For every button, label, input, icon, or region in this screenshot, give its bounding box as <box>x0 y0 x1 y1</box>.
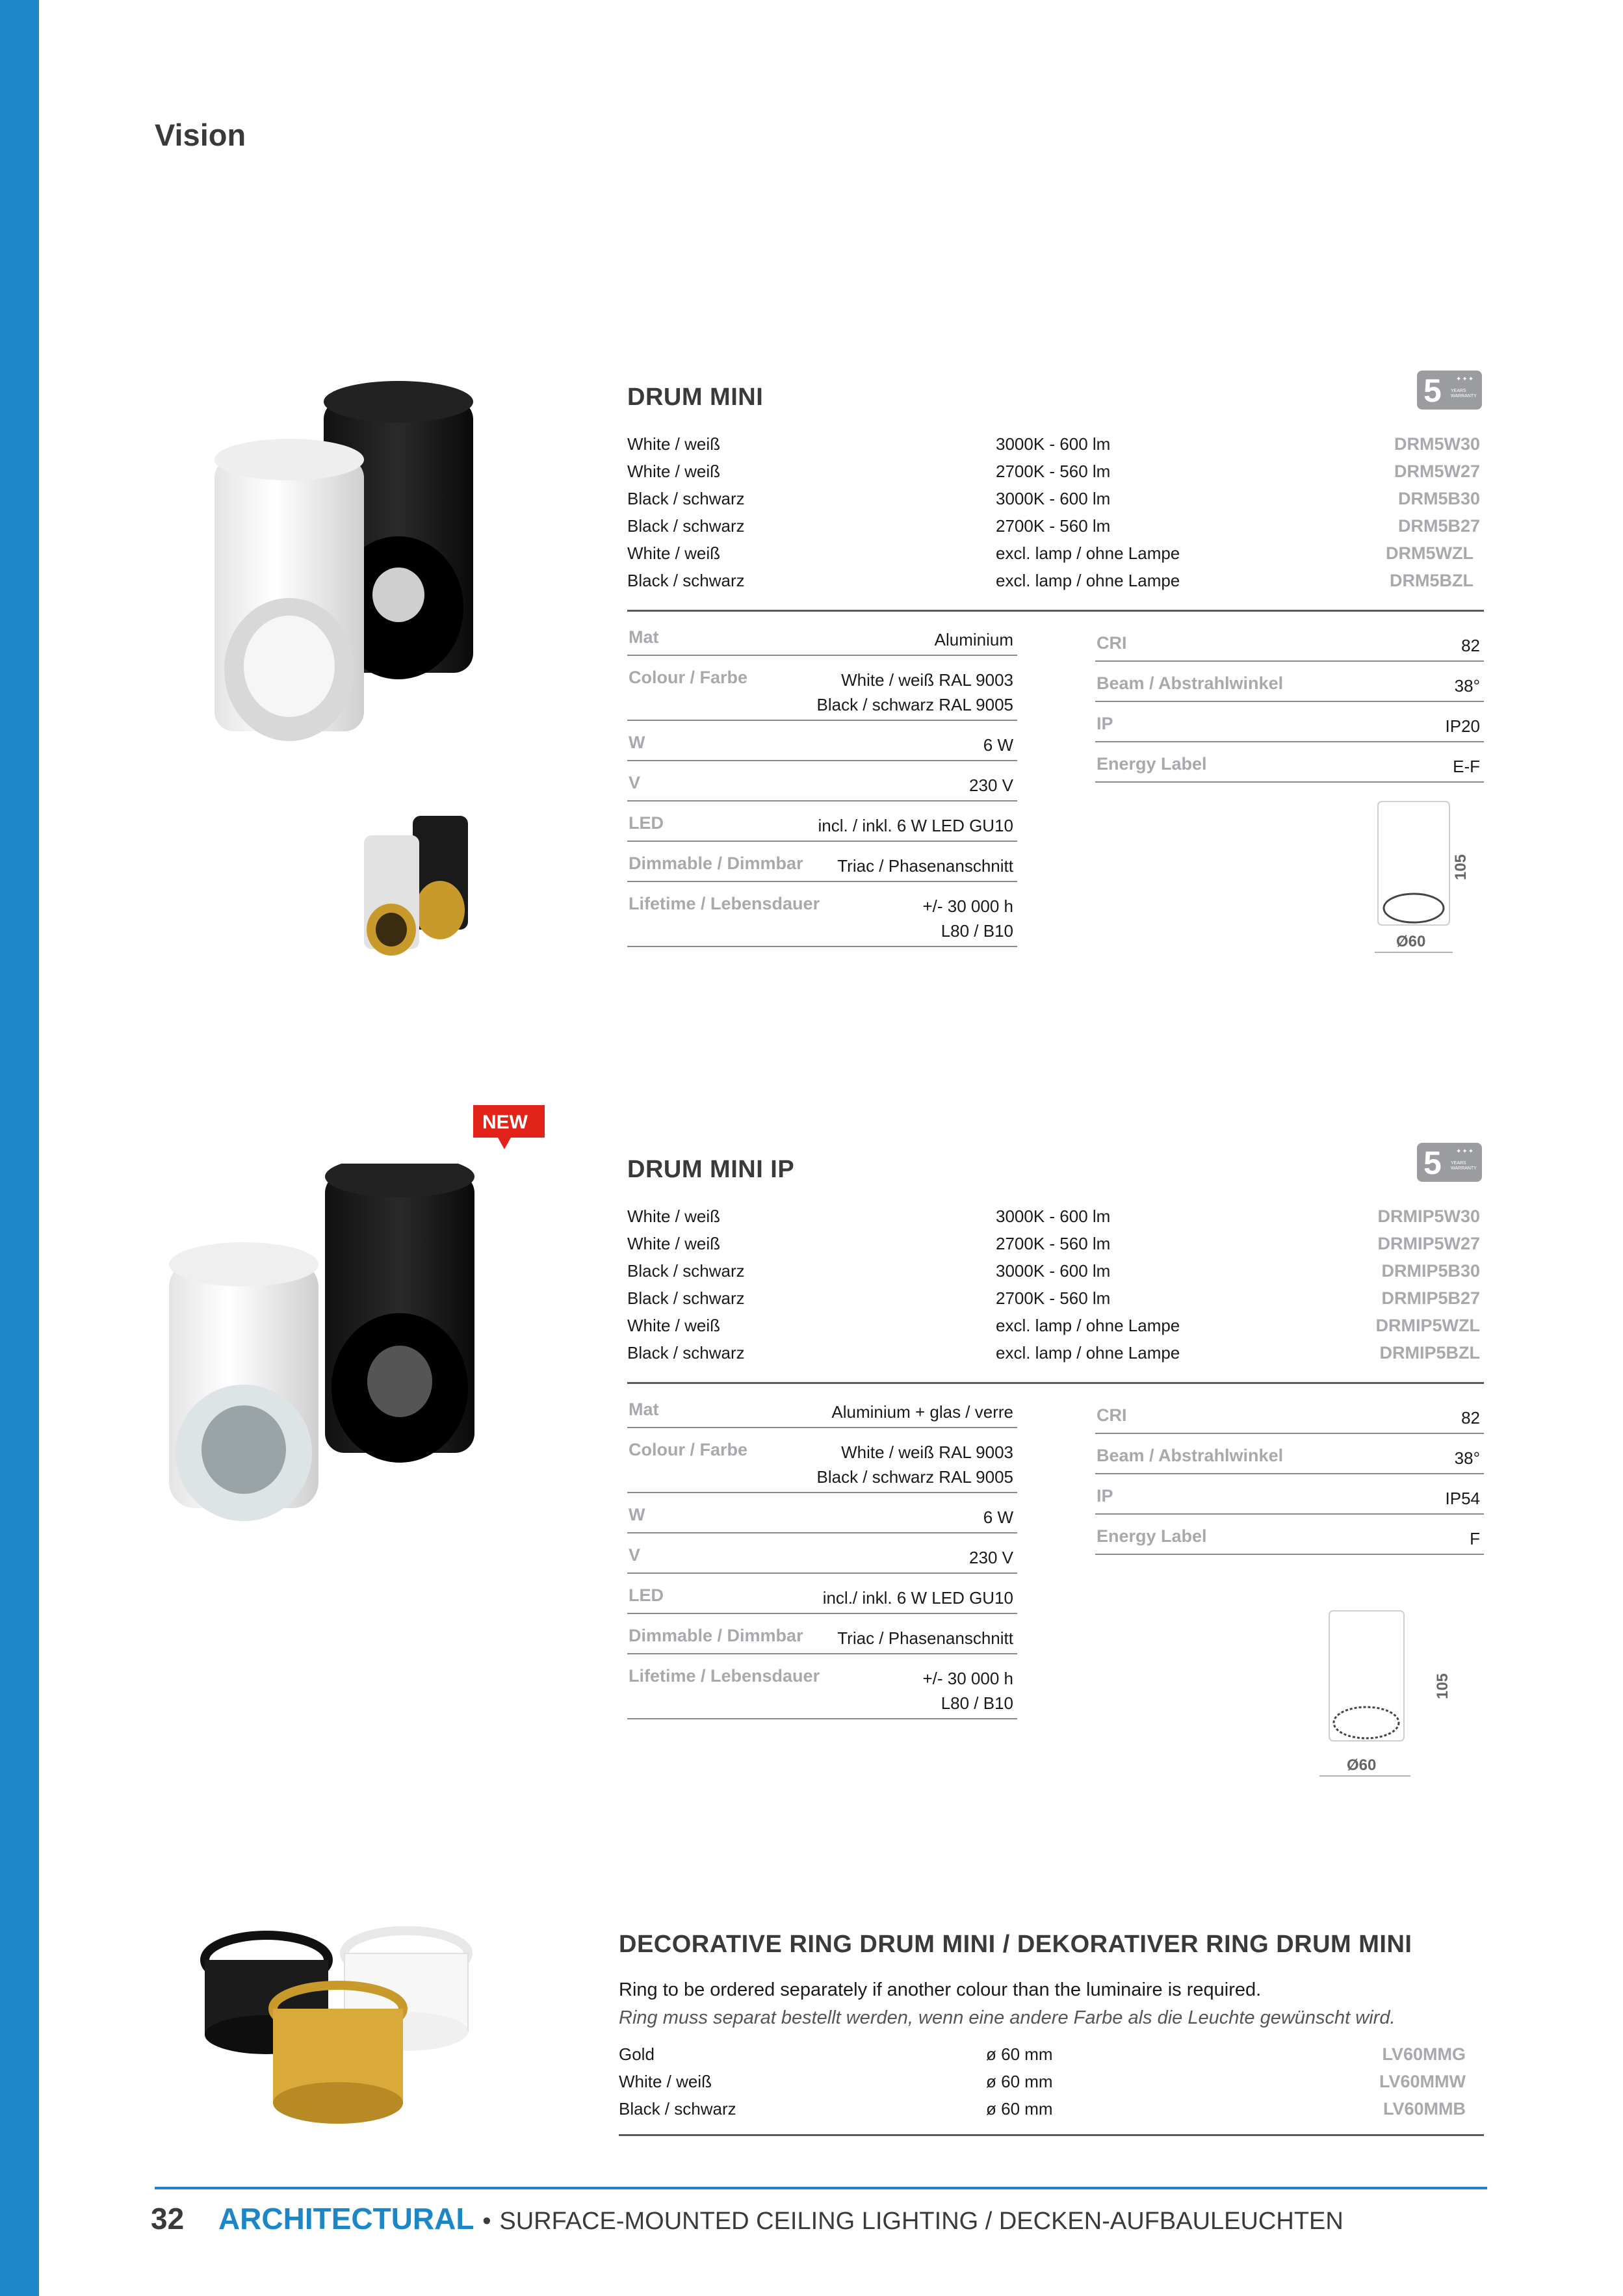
variants-table <box>627 434 1480 603</box>
variants-table <box>627 1207 1480 1376</box>
page-side-bar <box>0 0 39 2296</box>
table-row: White / weiß 2700K - 560 lm DRM5W27 <box>627 462 1480 481</box>
table-row: Black / schwarz 3000K - 600 lm DRM5B30 <box>627 489 1480 508</box>
table-row: White / weiß ø 60 mm LV60MMW <box>619 2072 1466 2091</box>
footer-bullet: • <box>482 2208 491 2235</box>
spec-row: Dimmable / Dimmbar Triac / Phasenanschnitt <box>627 1626 1017 1654</box>
warranty-text: YEARS WARRANTY <box>1451 1161 1477 1171</box>
spec-row: Lifetime / Lebensdauer +/- 30 000 h L80 / B10 <box>627 894 1017 947</box>
warranty-dots-icon: ✦✦✦ <box>1456 1148 1475 1155</box>
description-en: Ring to be ordered separately if another colour than the luminaire is required. <box>619 1979 1262 2000</box>
dimension-height: 105 <box>1452 854 1470 881</box>
variants-table <box>619 2044 1466 2129</box>
spec-row: LED incl. / inkl. 6 W LED GU10 <box>627 813 1017 842</box>
warranty-badge <box>1417 371 1482 410</box>
spec-row: Beam / Abstrahlwinkel 38° <box>1095 673 1484 702</box>
spec-row: Colour / Farbe White / weiß RAL 9003 Black / schwarz RAL 9005 <box>627 668 1017 721</box>
dimension-drawing <box>1313 1606 1469 1784</box>
dimension-drawing <box>1365 796 1475 969</box>
table-row: Black / schwarz excl. lamp / ohne Lampe DRM5BZL <box>627 571 1474 590</box>
table-row: Black / schwarz 2700K - 560 lm DRM5B27 <box>627 516 1480 536</box>
product-name: DRUM MINI <box>627 384 764 411</box>
spec-row: Beam / Abstrahlwinkel 38° <box>1095 1446 1484 1474</box>
footer-divider <box>155 2187 1487 2189</box>
spec-row: Colour / Farbe White / weiß RAL 9003 Black / schwarz RAL 9005 <box>627 1440 1017 1493</box>
page-title: Vision <box>155 118 246 152</box>
product-photo-drum-mini <box>195 380 500 744</box>
footer-subtitle: SURFACE-MOUNTED CEILING LIGHTING / DECKEN-AUFBAULEUCHTEN <box>499 2208 1344 2235</box>
table-row: Black / schwarz excl. lamp / ohne Lampe DRMIP5BZL <box>627 1343 1480 1363</box>
dimension-diameter: Ø60 <box>1396 933 1426 950</box>
warranty-years: 5 <box>1423 1145 1442 1181</box>
page-footer <box>151 2201 1344 2236</box>
spec-row: LED incl./ inkl. 6 W LED GU10 <box>627 1585 1017 1614</box>
spec-row: Energy Label E-F <box>1095 754 1484 783</box>
spec-row: IP IP20 <box>1095 714 1484 742</box>
dimension-diameter: Ø60 <box>1347 1756 1377 1774</box>
spec-row: Lifetime / Lebensdauer +/- 30 000 h L80 / B10 <box>627 1666 1017 1719</box>
table-row: White / weiß 3000K - 600 lm DRMIP5W30 <box>627 1207 1480 1226</box>
spec-row: Energy Label F <box>1095 1526 1484 1555</box>
spec-row: V 230 V <box>627 1545 1017 1574</box>
table-row: Black / schwarz ø 60 mm LV60MMB <box>619 2099 1466 2119</box>
table-row: Gold ø 60 mm LV60MMG <box>619 2044 1466 2064</box>
product-photo-gold-variant <box>354 806 484 956</box>
dimension-height: 105 <box>1434 1673 1452 1700</box>
new-badge: NEW <box>473 1105 545 1149</box>
spec-row: V 230 V <box>627 773 1017 802</box>
section-title: DECORATIVE RING DRUM MINI / DEKORATIVER RING DRUM MINI <box>619 1931 1412 1958</box>
page-number: 32 <box>151 2202 185 2236</box>
spec-row: Dimmable / Dimmbar Triac / Phasenanschnitt <box>627 854 1017 882</box>
warranty-dots-icon: ✦✦✦ <box>1456 376 1475 383</box>
table-row: Black / schwarz 2700K - 560 lm DRMIP5B27 <box>627 1288 1480 1308</box>
table-row: White / weiß excl. lamp / ohne Lampe DRMIP5WZL <box>627 1316 1480 1335</box>
warranty-text: YEARS WARRANTY <box>1451 389 1477 398</box>
warranty-badge <box>1417 1143 1482 1182</box>
warranty-years: 5 <box>1423 372 1442 409</box>
spec-row: Mat Aluminium + glas / verre <box>627 1400 1017 1428</box>
product-photo-rings <box>195 1911 507 2139</box>
table-row: White / weiß excl. lamp / ohne Lampe DRM5WZL <box>627 543 1474 563</box>
description-de: Ring muss separat bestellt werden, wenn eine andere Farbe als die Leuchte gewünscht wird. <box>619 2007 1396 2028</box>
product-name: DRUM MINI IP <box>627 1156 795 1183</box>
table-row: Black / schwarz 3000K - 600 lm DRMIP5B30 <box>627 1261 1480 1281</box>
divider <box>619 2134 1484 2136</box>
spec-row: IP IP54 <box>1095 1486 1484 1515</box>
table-row: White / weiß 2700K - 560 lm DRMIP5W27 <box>627 1234 1480 1253</box>
divider <box>627 610 1484 612</box>
product-photo-drum-mini-ip <box>149 1164 487 1528</box>
divider <box>627 1382 1484 1384</box>
spec-row: Mat Aluminium <box>627 627 1017 656</box>
spec-row: W 6 W <box>627 1505 1017 1533</box>
spec-row: W 6 W <box>627 733 1017 761</box>
table-row: White / weiß 3000K - 600 lm DRM5W30 <box>627 434 1480 454</box>
spec-row: CRI 82 <box>1095 1405 1484 1434</box>
footer-category: ARCHITECTURAL <box>218 2202 474 2236</box>
spec-row: CRI 82 <box>1095 633 1484 662</box>
